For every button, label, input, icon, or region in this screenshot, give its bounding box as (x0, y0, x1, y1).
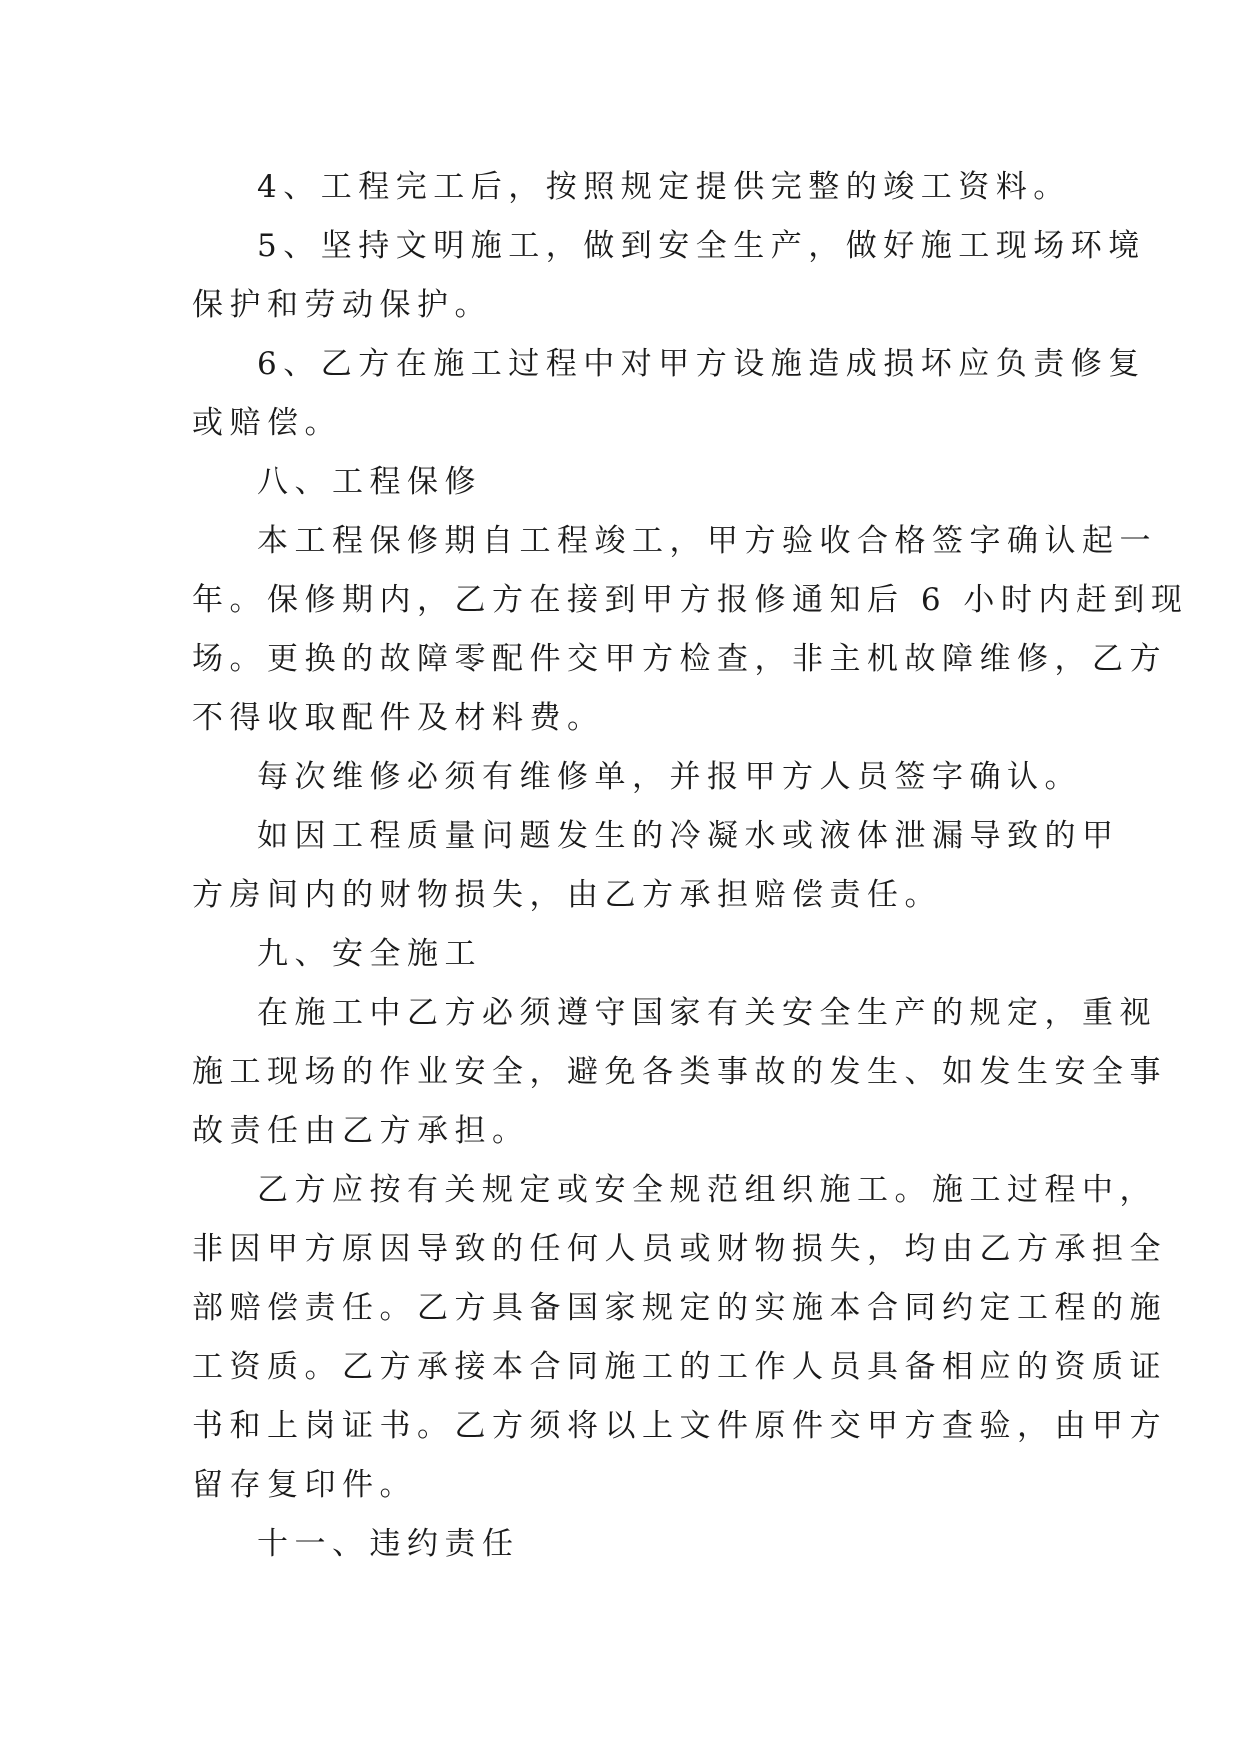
paragraph (192, 807, 1120, 925)
text-line: 年。保修期内，乙方在接到甲方报修通知后 6 小时内赶到现 (192, 582, 1189, 618)
text-line: 在施工中乙方必须遵守国家有关安全生产的规定，重视 (257, 995, 1157, 1031)
paragraph (192, 984, 1167, 1161)
paragraph (192, 1161, 1167, 1515)
text-line: 或赔偿。 (192, 405, 342, 441)
text-line: 八、工程保修 (257, 464, 482, 500)
text-line: 每次维修必须有维修单，并报甲方人员签字确认。 (257, 759, 1082, 795)
paragraph (192, 217, 1146, 335)
text-line: 场。更换的故障零配件交甲方检查，非主机故障维修，乙方 (192, 641, 1167, 677)
text-line: 方房间内的财物损失，由乙方承担赔偿责任。 (192, 877, 942, 913)
text-line: 5、坚持文明施工，做到安全生产，做好施工现场环境 (257, 228, 1146, 264)
paragraph (192, 748, 1082, 807)
text-line: 6、乙方在施工过程中对甲方设施造成损坏应负责修复 (257, 346, 1146, 382)
text-line: 非因甲方原因导致的任何人员或财物损失，均由乙方承担全 (192, 1231, 1167, 1267)
text-line: 保护和劳动保护。 (192, 287, 492, 323)
section-heading (192, 453, 1052, 512)
text-line: 乙方应按有关规定或安全规范组织施工。施工过程中， (257, 1172, 1157, 1208)
text-line: 施工现场的作业安全，避免各类事故的发生、如发生安全事 (192, 1054, 1167, 1090)
text-line: 十一、违约责任 (257, 1526, 520, 1562)
text-line: 本工程保修期自工程竣工，甲方验收合格签字确认起一 (257, 523, 1157, 559)
text-line: 不得收取配件及材料费。 (192, 700, 605, 736)
document-body (192, 158, 1189, 1574)
paragraph (192, 335, 1146, 453)
text-line: 工资质。乙方承接本合同施工的工作人员具备相应的资质证 (192, 1349, 1167, 1385)
text-line: 部赔偿责任。乙方具备国家规定的实施本合同约定工程的施 (192, 1290, 1167, 1326)
text-line: 书和上岗证书。乙方须将以上文件原件交甲方查验，由甲方 (192, 1408, 1167, 1444)
paragraph (192, 158, 1071, 217)
text-line: 留存复印件。 (192, 1467, 417, 1503)
section-heading (192, 1515, 1052, 1574)
paragraph (192, 512, 1189, 748)
text-line: 如因工程质量问题发生的冷凝水或液体泄漏导致的甲 (257, 818, 1120, 854)
text-line: 九、安全施工 (257, 936, 482, 972)
section-heading (192, 925, 1052, 984)
text-line: 4、工程完工后，按照规定提供完整的竣工资料。 (257, 169, 1071, 205)
text-line: 故责任由乙方承担。 (192, 1113, 530, 1149)
